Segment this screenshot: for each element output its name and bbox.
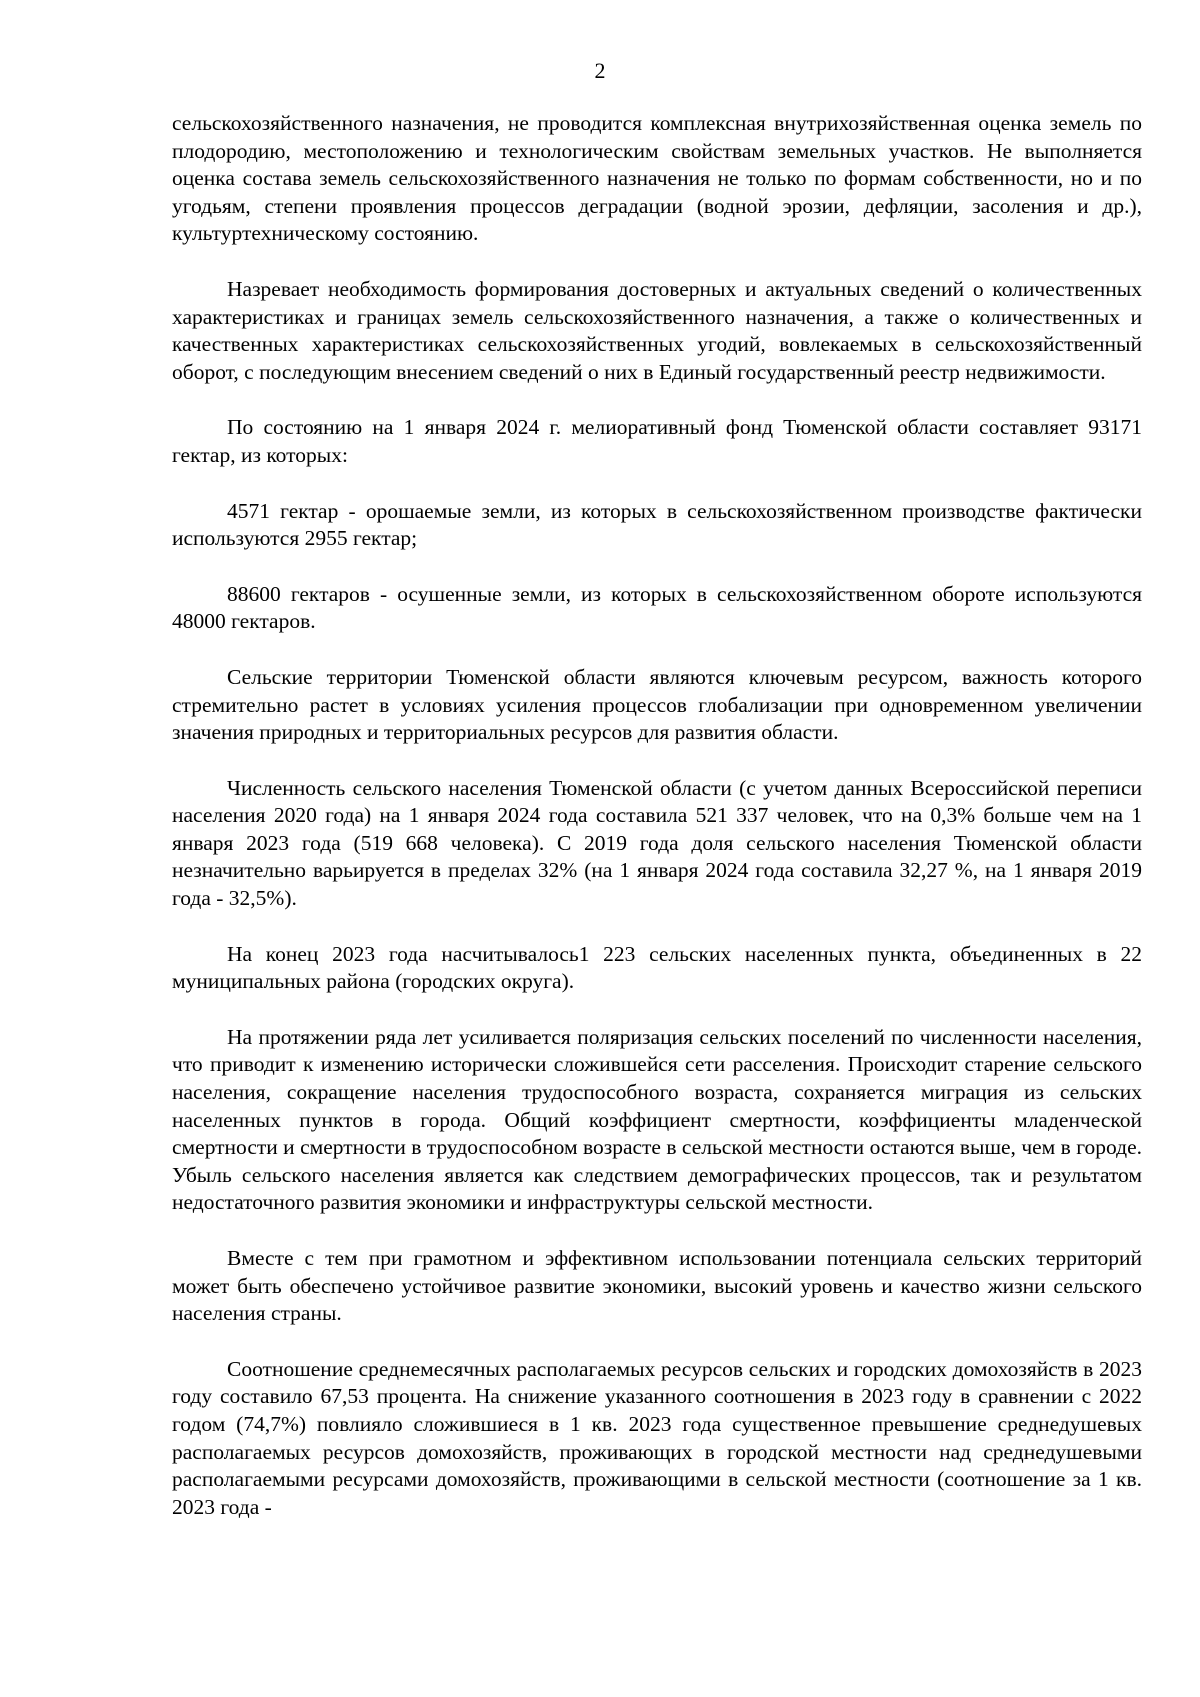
paragraph-1: сельскохозяйственного назначения, не проводится комплексная внутрихозяйственная оценка земель по плодородию, местоположению и технологическим свойствам земельных участков. Не выполняется оценка состава земель сельскохозяйственного назначения не только по формам собственности, но и по угодьям, степени проявления процессов деградации (водной эрозии, дефляции, засоления и др.), культуртехническому состоянию.: [172, 111, 1142, 246]
paragraph-6: Сельские территории Тюменской области являются ключевым ресурсом, важность которого стремительно растет в условиях усиления процессов глобализации при одновременном увеличении значения природных и территориальных ресурсов для развития области.: [172, 664, 1142, 745]
document-body: [172, 110, 1142, 1549]
paragraph-2: Назревает необходимость формирования достоверных и актуальных сведений о количественных характеристиках и границах земель сельскохозяйственного назначения, а также о количественных и качественных характеристиках сельскохозяйственных угодий, вовлекаемых в сельскохозяйственный оборот, с последующим внесением сведений о них в Единый государственный реестр недвижимости.: [172, 276, 1142, 384]
page-number: 2: [594, 58, 606, 83]
paragraph-9: На протяжении ряда лет усиливается поляризация сельских поселений по численности населения, что приводит к изменению исторически сложившейся сети расселения. Происходит старение сельского населения, сокращение населения трудоспособного возраста, сохраняется миграция из сельских населенных пунктов в города. Общий коэффициент смертности, коэффициенты младенческой смертности и смертности в трудоспособном возрасте в сельской местности остаются выше, чем в городе. Убыль сельского населения является как следствием демографических процессов, так и результатом недостаточного развития экономики и инфраструктуры сельской местности.: [172, 1024, 1142, 1215]
paragraph-3: По состоянию на 1 января 2024 г. мелиоративный фонд Тюменской области составляет 93171 гектар, из которых:: [172, 415, 1142, 467]
paragraph-4: 4571 гектар - орошаемые земли, из которых в сельскохозяйственном производстве фактически используются 2955 гектар;: [172, 498, 1142, 551]
paragraph-11: Соотношение среднемесячных располагаемых ресурсов сельских и городских домохозяйств в 2023 году составило 67,53 процента. На снижение указанного соотношения в 2023 году в сравнении с 2022 годом (74,7%) повлияло сложившиеся в 1 кв. 2023 года существенное превышение среднедушевых располагаемых ресурсов домохозяйств, проживающих в городской местности над среднедушевыми располагаемыми ресурсами домохозяйств, проживающими в сельской местности (соотношение за 1 кв. 2023 года -: [172, 1356, 1142, 1519]
paragraph-7: Численность сельского населения Тюменской области (с учетом данных Всероссийской переписи населения 2020 года) на 1 января 2024 года составила 521 337 человек, что на 0,3% больше чем на 1 января 2023 года (519 668 человека). С 2019 года доля сельского населения Тюменской области незначительно варьируется в пределах 32% (на 1 января 2024 года составила 32,27 %, на 1 января 2019 года - 32,5%).: [172, 775, 1142, 911]
paragraph-5: 88600 гектаров - осушенные земли, из которых в сельскохозяйственном обороте используются 48000 гектаров.: [172, 581, 1142, 634]
paragraph-8: На конец 2023 года насчитывалось1 223 сельских населенных пункта, объединенных в 22 муниципальных района (городских округа).: [172, 941, 1142, 994]
paragraph-10: Вместе с тем при грамотном и эффективном использовании потенциала сельских территорий может быть обеспечено устойчивое развитие экономики, высокий уровень и качество жизни сельского населения страны.: [172, 1246, 1142, 1326]
